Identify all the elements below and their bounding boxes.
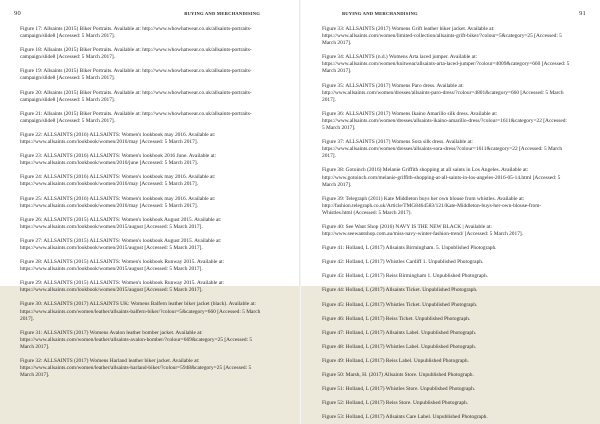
reference-entry: Figure 34: ALLSAINTS (n.d.) Womens Arta laced jumper. Available at: https://www.allsaints.com/women/knitwear/allsaints-arta-laced-jumper/?colour=4009&category=660 [Accessed: 5 March 2017].: [322, 54, 570, 75]
reference-entry: Figure 27: ALLSAINTS (2015) ALLSAINTS: Women's lookbook August 2015. Available at: https://www.allsaints.com/lookbook/women/2015/august [Accessed: 5 March 2017].: [20, 237, 222, 251]
reference-entry: Figure 26: ALLSAINTS (2015) ALLSAINTS: Women's lookbook August 2015. Available at: https://www.allsaints.com/lookbook/women/2015/august [Accessed: 5 March 2017].: [20, 216, 222, 230]
right-page-number: 91: [579, 10, 586, 17]
reference-entry: Figure 32: ALLSAINTS (2017) Womens Harland leather biker jacket. Available at: https://www.allsaints.com/women/leather/allsaints-harland-biker/?colour=5948&category=25 [Accessed: 5 March 2017].: [20, 358, 252, 379]
reference-entry: Figure 18: Allsaints (2015) Biker Portraits. Available at: http://www.whowhatwear.co.uk/allsaints-portraits-campaign/slide8 [Accessed: 5 March 2017].: [20, 47, 252, 61]
left-page-number: 90: [14, 10, 21, 17]
reference-entry: Figure 37: ALLSAINTS (2017) Womens Sora silk dress. Available at: https://www.allsaints.com/women/dresses/allsaints-sora-dress/?colour=1611&category=22 [Accessed: 5 March 2017].: [322, 139, 563, 160]
right-running-title: BUYING AND MERCHANDISING: [342, 11, 418, 16]
reference-entry: Figure 21: Allsaints (2015) Biker Portraits. Available at: http://www.whowhatwear.co.uk/allsaints-portraits-campaign/slide8 [Accessed: 5 March 2017].: [20, 110, 252, 124]
reference-entry: Figure 33: ALLSAINTS (2017) Womens Grift leather biker jacket. Available at: https://www.allsaints.com/women/limited-collection/allsaints-grift-biker/?colour=5&category=25 [Accessed: 5 March 2017].: [322, 26, 562, 47]
right-page: [300, 0, 600, 424]
left-reference-list: [20, 26, 266, 386]
reference-entry: Figure 46: Holland, L (2017) Reiss Ticket. Unpublished Photograph.: [322, 315, 471, 322]
reference-entry: Figure 40: See Want Shop (2016) NAVY IS THE NEW BLACK | Available at: http://www.seewantshop.com.au/miss-navy-winter-fashion-trend/ [Accessed: 5 March 2017].: [322, 223, 524, 238]
reference-entry: Figure 31: ALLSAINTS (2017) Womens Avalon leather bomber jacket. Available at: https://www.allsaints.com/women/leather/allsaints-avalon-bomber/?colour=669&category=25 [Accessed: 5 March 2017].: [20, 329, 253, 350]
reference-entry: Figure 28: ALLSAINTS (2015) ALLSAINTS: Women's lookbook Runway 2015. Available at: https://www.allsaints.com/lookbook/women/2015/august [Accessed: 5 March 2017].: [20, 259, 225, 273]
reference-entry: Figure 35: ALLSAINTS (2017) Womens Paro dress. Available at: http://www.allsaints.com/women/dresses/allsaints-paro-dress/?colour=4801&category=660 [Accessed: 5 March 2017].: [322, 82, 564, 103]
reference-entry: Figure 19: Allsaints (2015) Biker Portraits. Available at: http://www.whowhatwear.co.uk/allsaints-portraits-campaign/slide8 [Accessed: 5 March 2017].: [20, 68, 252, 82]
reference-entry: Figure 47: Holland, L (2017) Allsaints Label. Unpublished Photograph.: [322, 329, 477, 336]
left-page-header: [0, 9, 300, 19]
left-running-title: BUYING AND MERCHANDISING: [184, 11, 260, 16]
reference-entry: Figure 43: Holland, L (2017) Reiss Birmingham 1. Unpublished Photograph.: [322, 273, 488, 280]
reference-entry: Figure 23: ALLSAINTS (2016) ALLSAINTS: Women's lookbook 2016 June. Available at: https://www.allsaints.com/lookbook/women/2016/june [Accessed: 5 March 2017].: [20, 153, 217, 167]
right-reference-list: [322, 26, 570, 424]
reference-entry: Figure 17: Allsaints (2015) Biker Portraits. Available at: http://www.whowhatwear.co.uk/allsaints-portraits-campaign/slide8 [Accessed: 5 March 2017].: [20, 26, 252, 40]
reference-entry: Figure 36: ALLSAINTS (2017) Womens Ikaino Amarillo silk dress. Available at: https://www.allsaints.com/women/dresses/allsaints-ikaino-amarillo-dress/?colour=1611&category=22 [Accessed: 5 March 2017].: [322, 110, 567, 132]
reference-entry: Figure 53: Holland, L (2017) Allsaints Care Label. Unpublished Photograph.: [322, 414, 488, 421]
reference-entry: Figure 30: ALLSAINTS (2017) ALLSAINTS UK: Womens Balfern leather biker jacket (black). Available at: https://www.allsaints.com/women/leather/allsaints-balfern-biker/?colour=5&category=660 [Accessed: 5 March 2017].: [20, 301, 261, 322]
reference-entry: Figure 41: Holland, L (2017) Allsaints Birmingham. 5. Unpublished Photograph.: [322, 245, 497, 252]
reference-entry: Figure 20: Allsaints (2015) Biker Portraits. Available at: http://www.whowhatwear.co.uk/allsaints-portraits-campaign/slide8 [Accessed: 5 March 2017].: [20, 89, 252, 103]
right-page-header: [300, 9, 600, 19]
reference-entry: Figure 25: ALLSAINTS (2016) ALLSAINTS: Women's lookbook may 2016. Available at: https://www.allsaints.com/lookbook/women/2016/may [Accessed: 5 March 2017].: [20, 195, 216, 209]
reference-entry: Figure 24: ALLSAINTS (2016) ALLSAINTS: Women's lookbook may 2016. Available at: https://www.allsaints.com/lookbook/women/2016/may [Accessed: 5 March 2017].: [20, 174, 216, 188]
reference-entry: Figure 45: Holland, L (2017) Whistles Ticket. Unpublished Photograph.: [322, 301, 478, 308]
reference-entry: Figure 22: ALLSAINTS (2016) ALLSAINTS: Women's lookbook may 2016. Available at: https://www.allsaints.com/lookbook/women/2016/may [Accessed: 5 March 2017].: [20, 131, 216, 146]
reference-entry: Figure 29: ALLSAINTS (2015) ALLSAINTS: Women's lookbook Runway 2015. Available at: https://www.allsaints.com/lookbook/women/2015/august [Accessed: 5 March 2017].: [20, 280, 225, 294]
reference-entry: Figure 49: Holland, L (2017) Reiss Label. Unpublished Photograph.: [322, 357, 469, 364]
reference-entry: Figure 44: Holland, L (2017) Allsaints Ticket. Unpublished Photograph.: [322, 287, 478, 294]
reference-entry: Figure 38: Gotoinch (2016) Melanie Griffith shopping at all saints in Los Angeles. Available at: http://www.gotoinch.com/melanie-griffith-shopping-at-all-saints-in-los-angeles-2016-05-14.html [Accessed: 5 March 2017].: [322, 167, 561, 188]
reference-entry: Figure 39: Telegraph (2011) Kate Middleton buys her own blouse from whistles. Available at: http://fashion.telegraph.co.uk/Article/TMG8464583/121/Kate-Middleton-buys-her-own-blouse-from-Whistles.html (Accessed: 5 March 2017).: [322, 195, 542, 216]
reference-entry: Figure 51: Holland, L (2017) Whistles Store. Unpublished Photograph.: [322, 386, 476, 393]
reference-entry: Figure 42: Holland, L (2017) Whistles Cardiff 1. Unpublished Photograph.: [322, 259, 484, 266]
reference-entry: Figure 50: Marsh, H. (2017) Allsaints Store. Unpublished Photograph.: [322, 372, 474, 378]
reference-entry: Figure 48: Holland, L (2017) Whistles Label. Unpublished Photograph.: [322, 343, 477, 350]
reference-entry: Figure 52: Holland, L (2017) Reiss Store. Unpublished Photograph.: [322, 400, 469, 407]
